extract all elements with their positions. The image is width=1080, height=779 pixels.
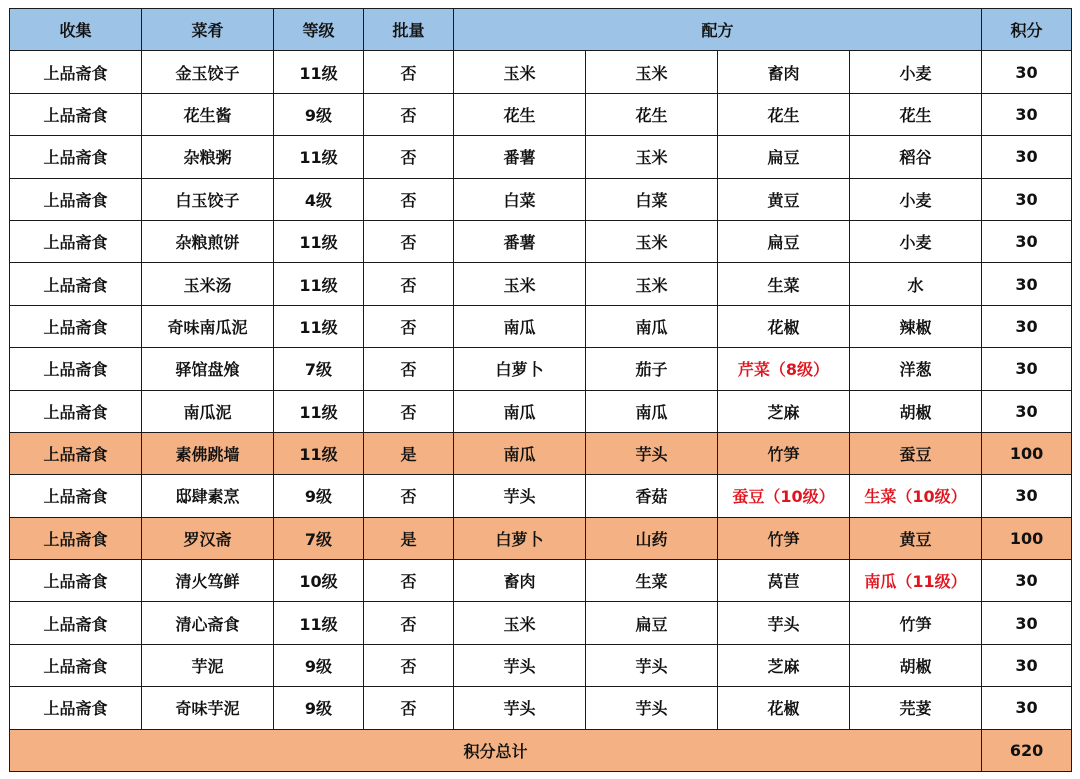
collect-cell: 上品斋食 — [10, 93, 142, 135]
recipe-ingredient-1: 白菜 — [454, 178, 586, 220]
recipe-ingredient-1: 白萝卜 — [454, 348, 586, 390]
collect-cell: 上品斋食 — [10, 517, 142, 559]
table-header — [10, 9, 1072, 51]
recipe-table — [9, 8, 1072, 772]
points-cell: 30 — [982, 178, 1072, 220]
collect-cell: 上品斋食 — [10, 178, 142, 220]
recipe-ingredient-4: 竹笋 — [850, 602, 982, 644]
level-cell: 11级 — [274, 305, 364, 347]
recipe-ingredient-3: 花椒 — [718, 687, 850, 729]
batch-cell: 否 — [364, 687, 454, 729]
total-row — [10, 729, 1072, 771]
table-row — [10, 263, 1072, 305]
recipe-ingredient-2: 芋头 — [586, 432, 718, 474]
recipe-ingredient-1: 白萝卜 — [454, 517, 586, 559]
dish-cell: 罗汉斋 — [142, 517, 274, 559]
collect-cell: 上品斋食 — [10, 220, 142, 262]
table-row — [10, 602, 1072, 644]
recipe-ingredient-3: 生菜 — [718, 263, 850, 305]
dish-cell: 清心斋食 — [142, 602, 274, 644]
recipe-ingredient-3: 花椒 — [718, 305, 850, 347]
recipe-ingredient-3: 莴苣 — [718, 560, 850, 602]
recipe-ingredient-4: 洋葱 — [850, 348, 982, 390]
collect-cell: 上品斋食 — [10, 263, 142, 305]
header-points: 积分 — [982, 9, 1072, 51]
recipe-ingredient-1: 芋头 — [454, 475, 586, 517]
points-cell: 30 — [982, 136, 1072, 178]
dish-cell: 清火笃鲜 — [142, 560, 274, 602]
recipe-ingredient-4: 黄豆 — [850, 517, 982, 559]
recipe-ingredient-4: 生菜（10级） — [850, 475, 982, 517]
dish-cell: 邸肆素烹 — [142, 475, 274, 517]
recipe-ingredient-4: 辣椒 — [850, 305, 982, 347]
recipe-ingredient-4: 胡椒 — [850, 390, 982, 432]
points-cell: 100 — [982, 517, 1072, 559]
total-value: 620 — [982, 729, 1072, 771]
batch-cell: 否 — [364, 475, 454, 517]
header-batch: 批量 — [364, 9, 454, 51]
level-cell: 11级 — [274, 220, 364, 262]
recipe-ingredient-4: 蚕豆 — [850, 432, 982, 474]
batch-cell: 是 — [364, 432, 454, 474]
level-cell: 11级 — [274, 432, 364, 474]
batch-cell: 否 — [364, 348, 454, 390]
recipe-ingredient-2: 扁豆 — [586, 602, 718, 644]
table-row — [10, 136, 1072, 178]
recipe-ingredient-2: 白菜 — [586, 178, 718, 220]
table-row — [10, 687, 1072, 729]
table-row — [10, 475, 1072, 517]
recipe-ingredient-4: 小麦 — [850, 220, 982, 262]
level-cell: 7级 — [274, 348, 364, 390]
recipe-ingredient-4: 小麦 — [850, 51, 982, 93]
level-cell: 4级 — [274, 178, 364, 220]
recipe-ingredient-1: 玉米 — [454, 51, 586, 93]
collect-cell: 上品斋食 — [10, 687, 142, 729]
collect-cell: 上品斋食 — [10, 602, 142, 644]
table-row — [10, 178, 1072, 220]
recipe-ingredient-1: 番薯 — [454, 136, 586, 178]
recipe-ingredient-3: 扁豆 — [718, 136, 850, 178]
dish-cell: 奇味南瓜泥 — [142, 305, 274, 347]
points-cell: 30 — [982, 390, 1072, 432]
level-cell: 11级 — [274, 136, 364, 178]
recipe-ingredient-2: 南瓜 — [586, 305, 718, 347]
recipe-ingredient-3: 黄豆 — [718, 178, 850, 220]
recipe-ingredient-2: 玉米 — [586, 263, 718, 305]
table-row — [10, 432, 1072, 474]
collect-cell: 上品斋食 — [10, 348, 142, 390]
recipe-ingredient-2: 南瓜 — [586, 390, 718, 432]
header-dish: 菜肴 — [142, 9, 274, 51]
dish-cell: 花生酱 — [142, 93, 274, 135]
dish-cell: 杂粮煎饼 — [142, 220, 274, 262]
table-row — [10, 390, 1072, 432]
batch-cell: 是 — [364, 517, 454, 559]
collect-cell: 上品斋食 — [10, 644, 142, 686]
recipe-ingredient-3: 竹笋 — [718, 432, 850, 474]
recipe-ingredient-2: 芋头 — [586, 687, 718, 729]
batch-cell: 否 — [364, 178, 454, 220]
recipe-ingredient-1: 番薯 — [454, 220, 586, 262]
collect-cell: 上品斋食 — [10, 305, 142, 347]
header-recipe: 配方 — [454, 9, 982, 51]
recipe-ingredient-2: 茄子 — [586, 348, 718, 390]
recipe-ingredient-3: 芝麻 — [718, 390, 850, 432]
points-cell: 30 — [982, 220, 1072, 262]
dish-cell: 素佛跳墙 — [142, 432, 274, 474]
level-cell: 9级 — [274, 475, 364, 517]
batch-cell: 否 — [364, 602, 454, 644]
table-row — [10, 51, 1072, 93]
collect-cell: 上品斋食 — [10, 51, 142, 93]
header-collect: 收集 — [10, 9, 142, 51]
dish-cell: 芋泥 — [142, 644, 274, 686]
points-cell: 100 — [982, 432, 1072, 474]
points-cell: 30 — [982, 51, 1072, 93]
recipe-ingredient-3: 芹菜（8级） — [718, 348, 850, 390]
batch-cell: 否 — [364, 220, 454, 262]
points-cell: 30 — [982, 644, 1072, 686]
level-cell: 11级 — [274, 51, 364, 93]
level-cell: 10级 — [274, 560, 364, 602]
level-cell: 11级 — [274, 390, 364, 432]
recipe-ingredient-1: 南瓜 — [454, 432, 586, 474]
table-row — [10, 644, 1072, 686]
batch-cell: 否 — [364, 644, 454, 686]
batch-cell: 否 — [364, 136, 454, 178]
table-row — [10, 517, 1072, 559]
recipe-ingredient-2: 玉米 — [586, 220, 718, 262]
recipe-ingredient-3: 竹笋 — [718, 517, 850, 559]
recipe-ingredient-2: 香菇 — [586, 475, 718, 517]
recipe-ingredient-4: 水 — [850, 263, 982, 305]
recipe-ingredient-1: 玉米 — [454, 263, 586, 305]
collect-cell: 上品斋食 — [10, 560, 142, 602]
total-label: 积分总计 — [10, 729, 982, 771]
recipe-ingredient-1: 南瓜 — [454, 390, 586, 432]
dish-cell: 南瓜泥 — [142, 390, 274, 432]
recipe-ingredient-4: 小麦 — [850, 178, 982, 220]
points-cell: 30 — [982, 602, 1072, 644]
points-cell: 30 — [982, 305, 1072, 347]
collect-cell: 上品斋食 — [10, 390, 142, 432]
table-row — [10, 348, 1072, 390]
recipe-ingredient-4: 花生 — [850, 93, 982, 135]
recipe-ingredient-3: 扁豆 — [718, 220, 850, 262]
recipe-ingredient-2: 芋头 — [586, 644, 718, 686]
level-cell: 11级 — [274, 602, 364, 644]
batch-cell: 否 — [364, 560, 454, 602]
recipe-ingredient-4: 芫荽 — [850, 687, 982, 729]
dish-cell: 玉米汤 — [142, 263, 274, 305]
recipe-ingredient-3: 蚕豆（10级） — [718, 475, 850, 517]
level-cell: 9级 — [274, 93, 364, 135]
recipe-ingredient-4: 稻谷 — [850, 136, 982, 178]
collect-cell: 上品斋食 — [10, 475, 142, 517]
points-cell: 30 — [982, 560, 1072, 602]
table-row — [10, 93, 1072, 135]
recipe-ingredient-2: 花生 — [586, 93, 718, 135]
points-cell: 30 — [982, 687, 1072, 729]
dish-cell: 驿馆盘飧 — [142, 348, 274, 390]
recipe-ingredient-2: 玉米 — [586, 136, 718, 178]
dish-cell: 奇味芋泥 — [142, 687, 274, 729]
recipe-ingredient-2: 玉米 — [586, 51, 718, 93]
recipe-ingredient-3: 花生 — [718, 93, 850, 135]
recipe-ingredient-1: 玉米 — [454, 602, 586, 644]
level-cell: 9级 — [274, 687, 364, 729]
recipe-ingredient-2: 生菜 — [586, 560, 718, 602]
recipe-ingredient-3: 畜肉 — [718, 51, 850, 93]
batch-cell: 否 — [364, 263, 454, 305]
recipe-ingredient-2: 山药 — [586, 517, 718, 559]
dish-cell: 杂粮粥 — [142, 136, 274, 178]
points-cell: 30 — [982, 475, 1072, 517]
recipe-ingredient-1: 南瓜 — [454, 305, 586, 347]
batch-cell: 否 — [364, 390, 454, 432]
level-cell: 9级 — [274, 644, 364, 686]
recipe-ingredient-4: 胡椒 — [850, 644, 982, 686]
collect-cell: 上品斋食 — [10, 432, 142, 474]
table-row — [10, 560, 1072, 602]
collect-cell: 上品斋食 — [10, 136, 142, 178]
points-cell: 30 — [982, 93, 1072, 135]
batch-cell: 否 — [364, 93, 454, 135]
table-row — [10, 305, 1072, 347]
table-body — [10, 51, 1072, 729]
dish-cell: 金玉饺子 — [142, 51, 274, 93]
table-row — [10, 220, 1072, 262]
points-cell: 30 — [982, 263, 1072, 305]
level-cell: 7级 — [274, 517, 364, 559]
recipe-ingredient-1: 畜肉 — [454, 560, 586, 602]
batch-cell: 否 — [364, 51, 454, 93]
batch-cell: 否 — [364, 305, 454, 347]
dish-cell: 白玉饺子 — [142, 178, 274, 220]
recipe-ingredient-1: 花生 — [454, 93, 586, 135]
recipe-ingredient-3: 芝麻 — [718, 644, 850, 686]
points-cell: 30 — [982, 348, 1072, 390]
recipe-ingredient-3: 芋头 — [718, 602, 850, 644]
level-cell: 11级 — [274, 263, 364, 305]
recipe-ingredient-4: 南瓜（11级） — [850, 560, 982, 602]
header-level: 等级 — [274, 9, 364, 51]
recipe-ingredient-1: 芋头 — [454, 687, 586, 729]
recipe-ingredient-1: 芋头 — [454, 644, 586, 686]
